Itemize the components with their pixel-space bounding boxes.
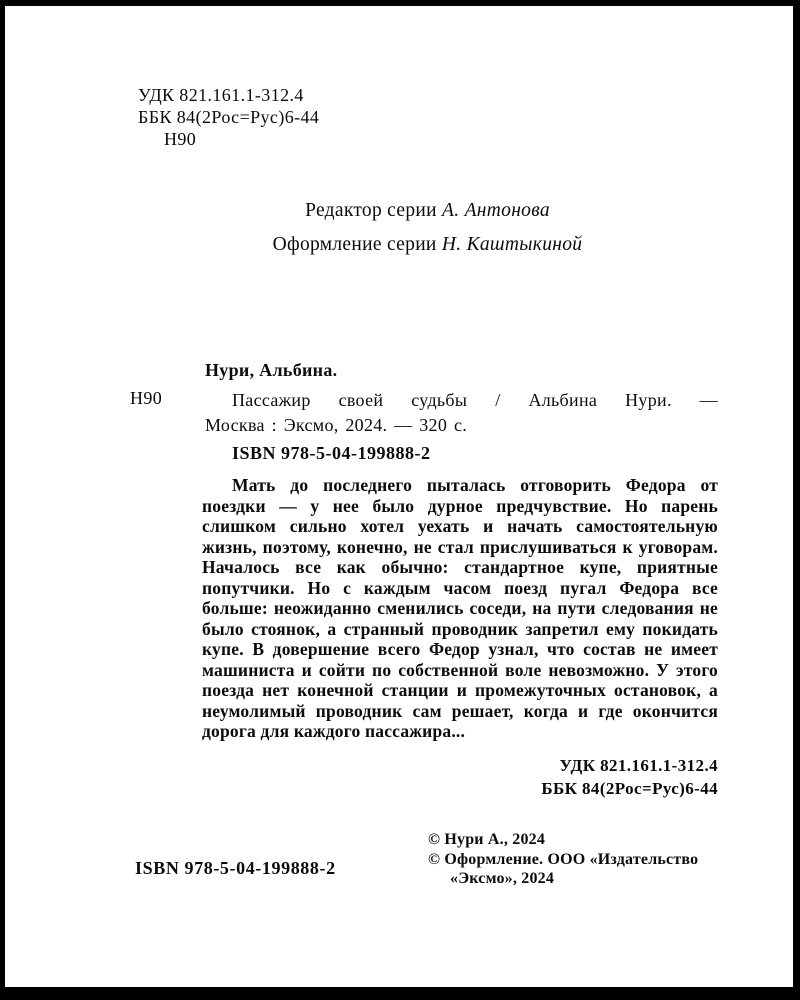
udk-code-bottom: УДК 821.161.1-312.4 xyxy=(559,756,718,775)
bbk-code-bottom: ББК 84(2Рос=Рус)6-44 xyxy=(541,779,718,798)
copyright-publisher-line2: «Эксмо», 2024 xyxy=(450,870,555,887)
bibliographic-description-line1: Пассажир своей судьбы / Альбина Нури. — xyxy=(232,390,718,410)
author-sign-top: Н90 xyxy=(164,129,197,149)
author-name: Нури, Альбина. xyxy=(205,360,338,380)
series-editor-label: Редактор серии xyxy=(305,200,443,221)
series-designer-label: Оформление серии xyxy=(272,234,442,255)
top-codes-block xyxy=(138,84,319,150)
bibliographic-description xyxy=(205,388,718,438)
isbn-catalog: ISBN 978-5-04-199888-2 xyxy=(232,443,431,463)
isbn-bottom: ISBN 978-5-04-199888-2 xyxy=(135,858,336,878)
author-sign-margin: Н90 xyxy=(130,388,163,408)
series-credits-block xyxy=(135,200,720,268)
copyright-block xyxy=(428,830,698,889)
series-editor-name: А. Антонова xyxy=(442,200,550,221)
annotation-text: Мать до последнего пыталась отговорить Федора от поездки — у нее было дурное предчувствие. Но парень слишком сильно хотел уехать и начать самостоятельную жизнь, поэтому, конечно, не стал прислушиваться к уговорам. Началось все как обычно: стандартное купе, приятные попутчики. Но с каждым часом поезд пугал Федора все больше: неожиданно сменились соседи, на пути следования не было стоянок, а странный проводник запретил ему покидать купе. В довершение всего Федор узнал, что состав не имеет машиниста и сойти по собственной воле невозможно. У этого поезда нет конечной станции и промежуточных остановок, а неумолимый проводник сам решает, когда и где окончится дорога для каждого пассажира... xyxy=(202,475,718,741)
bbk-code-top: ББК 84(2Рос=Рус)6-44 xyxy=(138,107,320,127)
udk-code-top: УДК 821.161.1-312.4 xyxy=(138,85,304,105)
copyright-author: © Нури А., 2024 xyxy=(428,831,546,848)
bottom-codes-block xyxy=(541,754,718,800)
series-designer-line xyxy=(135,234,720,256)
copyright-publisher-line1: © Оформление. ООО «Издательство xyxy=(428,850,699,868)
bibliographic-description-line2: Москва : Эксмо, 2024. — 320 с. xyxy=(205,415,468,435)
series-designer-name: Н. Каштыкиной xyxy=(441,234,583,255)
series-editor-line xyxy=(135,200,720,222)
